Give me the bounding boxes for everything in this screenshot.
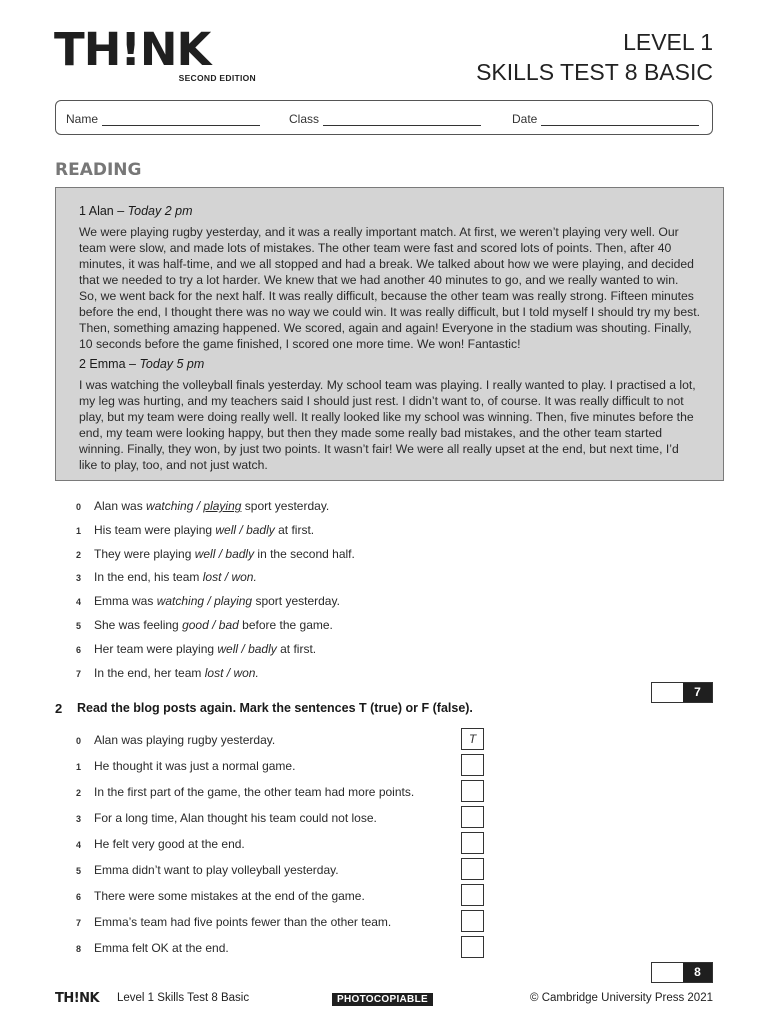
score-box-exercise-2[interactable] <box>651 962 713 983</box>
post-time: Today 5 pm <box>139 357 205 371</box>
answer-box[interactable] <box>461 936 484 958</box>
name-field <box>66 112 260 126</box>
score-total: 7 <box>683 683 712 702</box>
date-field <box>512 112 699 126</box>
statement-text: Emma didn’t want to play volleyball yesterday. <box>94 863 339 877</box>
photocopiable-badge: PHOTOCOPIABLE <box>332 993 433 1006</box>
item-text-before: Emma was <box>94 594 157 609</box>
option-2[interactable]: won. <box>233 665 259 680</box>
footer-test-name: Level 1 Skills Test 8 Basic <box>117 992 250 1004</box>
exercise-1-item <box>76 666 259 680</box>
option-1[interactable]: well <box>217 641 239 656</box>
statement-text: For a long time, Alan thought his team could not lose. <box>94 811 377 825</box>
item-number: 1 <box>76 525 82 536</box>
statement-text: There were some mistakes at the end of the game. <box>94 889 365 903</box>
post-body: We were playing rugby yesterday, and it was a really important match. At first, we weren’t playing very well. Our team were slow, and made lots of mistakes. The other team were fast and scored lots of points. Then, after 40 minutes, it was half-time, and we all stopped and had a break. We talked about how we were playing, and decided that we needed to try a lot harder. We knew that we had another 40 minutes to go, and we really wanted to win. So, we went back for the next half. It was really difficult, because the other team was really strong. Fifteen minutes before the end, I thought there was no way we could win. It was really difficult, but I told myself I should try my best. Then, something amazing happened. We scored, again and again! Everyone in the stadium was shouting. Finally, 10 seconds before the game finished, I scored one more time. We won! Fantastic! <box>79 225 700 351</box>
item-text-after: sport yesterday. <box>241 499 330 513</box>
class-field <box>289 112 481 126</box>
option-separator: / <box>215 546 226 561</box>
item-number: 4 <box>76 597 82 608</box>
copyright: © Cambridge University Press 2021 <box>530 992 713 1004</box>
item-text-before: Alan was <box>94 499 147 513</box>
item-number: 7 <box>76 668 82 679</box>
option-1[interactable]: well <box>215 522 237 537</box>
item-number: 6 <box>76 892 82 902</box>
post-time: Today 2 pm <box>127 204 193 218</box>
exercise-2-item <box>76 863 339 877</box>
option-1[interactable]: watching <box>146 499 194 513</box>
option-separator: / <box>204 594 215 609</box>
statement-text: He thought it was just a normal game. <box>94 759 296 773</box>
name-label: Name <box>66 112 99 126</box>
item-text-after: in the second half. <box>254 546 355 561</box>
option-2[interactable]: badly <box>225 546 255 561</box>
item-text-before: In the end, his team <box>94 570 203 585</box>
option-2[interactable]: badly <box>246 522 275 537</box>
level-label: LEVEL 1 <box>623 29 713 55</box>
item-number: 5 <box>76 866 82 876</box>
post-heading <box>79 203 700 219</box>
item-text-after: at first. <box>274 522 315 537</box>
item-number: 3 <box>76 573 82 584</box>
option-separator: / <box>223 665 234 680</box>
item-number: 0 <box>76 502 82 512</box>
exercise-2-item <box>76 785 414 799</box>
item-number: 8 <box>76 944 82 954</box>
post-author: 1 Alan – <box>79 204 128 218</box>
logo-wordmark: TH!NK <box>54 23 211 76</box>
question-instruction: Read the blog posts again. Mark the sentences T (true) or F (false). <box>77 701 473 715</box>
logo-edition: SECOND EDITION <box>178 73 256 83</box>
item-text-after: sport yesterday. <box>252 594 340 609</box>
answer-box[interactable] <box>461 754 484 776</box>
exercise-1-item <box>76 618 333 632</box>
option-2[interactable]: badly <box>248 641 277 656</box>
answer-box[interactable] <box>461 806 484 828</box>
item-text-before: She was feeling <box>94 618 183 632</box>
reading-text-box <box>55 187 724 481</box>
class-input-line[interactable] <box>323 113 481 126</box>
item-text-before: They were playing <box>94 546 195 561</box>
exercise-1-item <box>76 570 257 584</box>
item-number: 4 <box>76 840 82 850</box>
item-number: 2 <box>76 549 82 560</box>
exercise-1-item <box>76 523 314 537</box>
option-1[interactable]: lost <box>204 665 224 680</box>
class-label: Class <box>289 112 320 126</box>
option-separator: / <box>221 570 232 585</box>
exercise-1-item <box>76 499 329 513</box>
answer-box[interactable] <box>461 780 484 802</box>
answer-box[interactable] <box>461 832 484 854</box>
item-number: 6 <box>76 644 82 655</box>
post-heading <box>79 356 700 372</box>
option-2[interactable]: playing <box>203 499 242 513</box>
think-logo <box>54 23 256 83</box>
option-separator: / <box>238 641 249 656</box>
question-number: 2 <box>55 701 63 716</box>
statement-text: He felt very good at the end. <box>94 837 245 851</box>
item-number: 0 <box>76 736 82 746</box>
option-separator: / <box>236 522 247 537</box>
option-separator: / <box>208 618 219 632</box>
option-1[interactable]: watching <box>156 594 205 609</box>
date-input-line[interactable] <box>541 113 699 126</box>
exercise-2-item <box>76 941 229 955</box>
option-1[interactable]: lost <box>202 570 222 585</box>
exercise-1-item <box>76 547 355 561</box>
item-text-after: at first. <box>276 641 317 656</box>
test-name: SKILLS TEST 8 BASIC <box>476 59 713 85</box>
statement-text: Emma felt OK at the end. <box>94 941 229 955</box>
date-label: Date <box>512 112 538 126</box>
answer-box[interactable]: T <box>461 728 484 750</box>
student-info-box <box>55 100 713 135</box>
item-text-before: In the end, her team <box>94 665 205 680</box>
exercise-1-item <box>76 594 340 608</box>
item-number: 2 <box>76 788 82 798</box>
score-total: 8 <box>683 963 712 982</box>
exercise-2-item <box>76 759 295 773</box>
option-2[interactable]: bad <box>218 618 239 632</box>
statement-text: In the first part of the game, the other team had more points. <box>94 785 415 799</box>
option-1[interactable]: good <box>182 618 209 632</box>
footer-logo: TH!NK <box>55 991 100 1006</box>
statement-text: Emma’s team had five points fewer than the other team. <box>94 915 392 929</box>
statement-text: Alan was playing rugby yesterday. <box>94 733 276 747</box>
item-text-after: before the game. <box>238 618 333 632</box>
item-number: 3 <box>76 814 82 824</box>
answer-box[interactable] <box>461 910 484 932</box>
exercise-1-item <box>76 642 316 656</box>
exercise-2-item <box>76 889 365 903</box>
item-number: 7 <box>76 918 82 928</box>
item-number: 1 <box>76 762 82 772</box>
exercise-2-item <box>76 837 245 851</box>
option-2[interactable]: won. <box>231 570 257 585</box>
option-1[interactable]: well <box>194 546 216 561</box>
post-body: I was watching the volleyball finals yesterday. My school team was playing. I really wanted to play. I practised a lot, my leg was hurting, and my teachers said I should just rest. I didn’t want to, of course. It was really difficult to not play, but my team were doing really well. It really looked like my school was winning. Then, five minutes before the end, my team were looking happy, but then they made some really bad mistakes, and the other team started winning. Finally, they won, by just two points. It wasn’t fair! We were all really upset at the end, but next time, I’d like to play, too, and not just watch. <box>79 378 696 472</box>
answer-box[interactable] <box>461 884 484 906</box>
item-text-before: His team were playing <box>94 522 216 537</box>
score-box-exercise-1[interactable] <box>651 682 713 703</box>
exercise-2-item <box>76 811 377 825</box>
option-2[interactable]: playing <box>214 594 253 609</box>
post-author: 2 Emma – <box>79 357 140 371</box>
page-footer <box>55 990 713 1010</box>
option-separator: / <box>193 499 204 513</box>
item-number: 5 <box>76 621 82 631</box>
exercise-2-item <box>76 733 275 747</box>
test-title <box>476 27 713 87</box>
name-input-line[interactable] <box>102 113 260 126</box>
exercise-2-item <box>76 915 391 929</box>
item-text-before: Her team were playing <box>94 641 218 656</box>
section-title: READING <box>55 160 142 180</box>
answer-box[interactable] <box>461 858 484 880</box>
